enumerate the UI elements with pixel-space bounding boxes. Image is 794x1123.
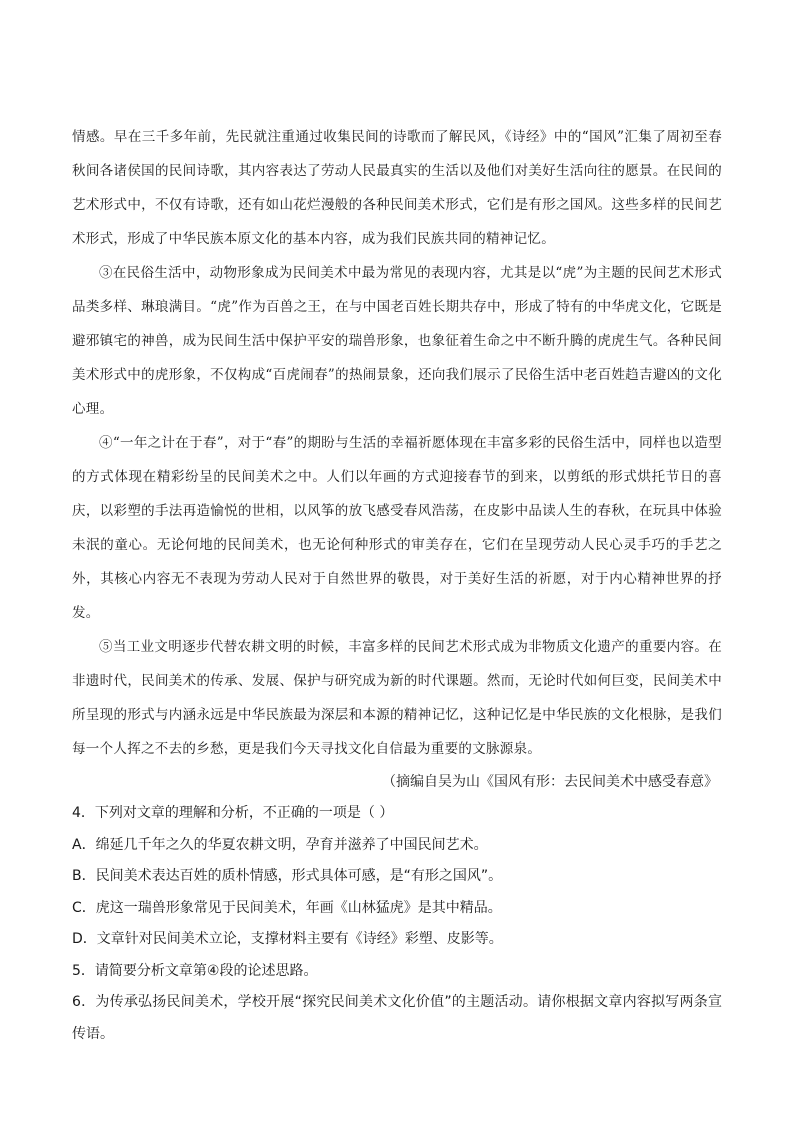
exam-page	[72, 120, 722, 1050]
article-source: （摘编自吴为山《国风有形：去民间美术中感受春意》	[382, 774, 718, 790]
article-paragraph-2-tail: 情感。早在三千多年前，先民就注重通过收集民间的诗歌而了解民风，《诗经》中的“国风”汇集了周初至春秋间各诸侯国的民间诗歌，其内容表达了劳动人民最真实的生活以及他们对美好生活向往的愿景。在民间的艺术形式中，不仅有诗歌，还有如山花烂漫般的各种民间美术形式，它们是有形之国风。这些多样的民间艺术形式，形成了中华民族本原文化的基本内容，成为我们民族共同的精神记忆。	[72, 129, 722, 247]
question-4-stem: 4．下列对文章的理解和分析，不正确的一项是（ ）	[72, 805, 394, 821]
question-4-option-d: D．文章针对民间美术立论，支撑材料主要有《诗经》彩塑、皮影等。	[72, 931, 503, 947]
article-paragraph-5: ⑤当工业文明逐步代替农耕文明的时候，丰富多样的民间艺术形式成为非物质文化遗产的重要内容。在非遗时代，民间美术的传承、发展、保护与研究成为新的时代课题。然而，无论时代如何巨变，民间美术中所呈现的形式与内涵永远是中华民族最为深层和本源的精神记忆，这种记忆是中华民族的文化根脉，是我们每一个人挥之不去的乡愁，更是我们今天寻找文化自信最为重要的文脉源泉。	[72, 639, 722, 757]
question-4-option-c: C．虎这一瑞兽形象常见于民间美术，年画《山林猛虎》是其中精品。	[72, 899, 502, 916]
question-6: 6．为传承弘扬民间美术，学校开展“探究民间美术文化价值”的主题活动。请你根据文章内容拟写两条宣传语。	[72, 994, 722, 1042]
question-5: 5．请简要分析文章第④段的论述思路。	[72, 962, 318, 979]
reading-article	[72, 120, 722, 766]
question-4-option-a: A．绵延几千年之久的华夏农耕文明，孕育并滋养了中国民间艺术。	[72, 836, 488, 853]
question-section	[72, 798, 722, 1050]
article-paragraph-3: ③在民俗生活中，动物形象成为民间美术中最为常见的表现内容，尤其是以“虎”为主题的民间艺术形式品类多样、琳琅满目。“虎”作为百兽之王，在与中国老百姓长期共存中，形成了特有的中华虎文化，它既是避邪镇宅的神兽，成为民间生活中保护平安的瑞兽形象，也象征着生命之中不断升腾的虎虎生气。各种民间美术形式中的虎形象，不仅构成“百虎闹春”的热闹景象，还向我们展示了民俗生活中老百姓趋吉避凶的文化心理。	[72, 265, 722, 417]
article-paragraph-4: ④“一年之计在于春”，对于“春”的期盼与生活的幸福祈愿体现在丰富多彩的民俗生活中，同样也以造型的方式体现在精彩纷呈的民间美术之中。人们以年画的方式迎接春节的到来，以剪纸的形式烘托节日的喜庆，以彩塑的手法再造愉悦的世相，以风筝的放飞感受春风浩荡，在皮影中品读人生的春秋，在玩具中体验未泯的童心。无论何地的民间美术，也无论何种形式的审美存在，它们在呈现劳动人民心灵手巧的手艺之外，其核心内容无不表现为劳动人民对于自然世界的敬畏，对于美好生活的祈愿，对于内心精神世界的抒发。	[72, 435, 722, 621]
question-4-option-b: B．民间美术表达百姓的质朴情感，形式具体可感，是“有形之国风”。	[72, 868, 503, 884]
